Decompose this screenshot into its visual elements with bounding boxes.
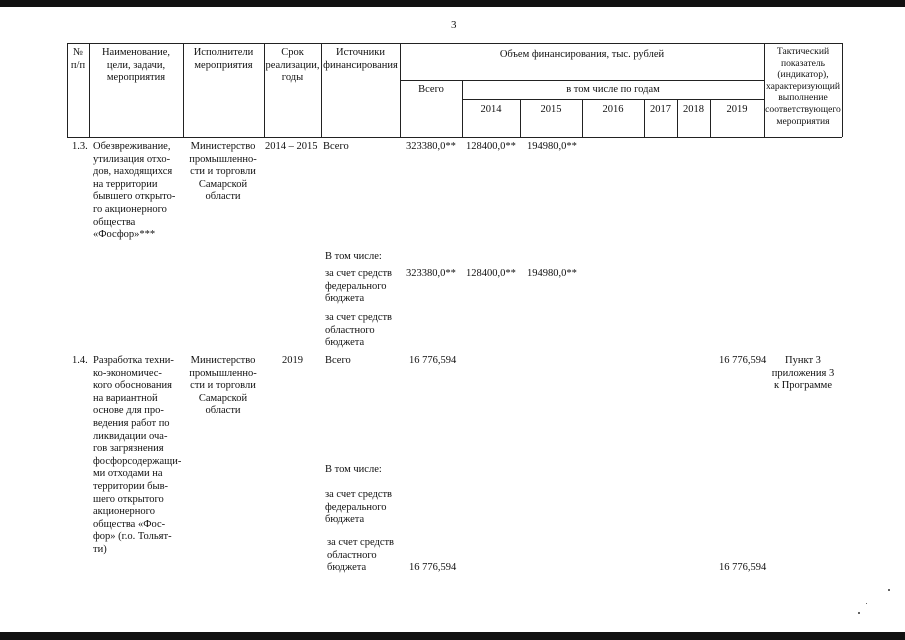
row-indicator: Пункт 3 приложения 3 к Программе	[771, 355, 835, 392]
scan-speck	[858, 612, 860, 614]
value-total: 16 776,594	[409, 562, 457, 573]
header-number: № п/п	[70, 47, 86, 71]
row-executor: Министерство промышленно- сти и торговли Самарской области	[189, 141, 257, 203]
bottom-scan-border	[0, 632, 905, 640]
value-total: 16 776,594	[409, 355, 457, 366]
value-2015: 194980,0**	[527, 141, 577, 152]
header-term: Срок реализации, годы	[265, 47, 320, 84]
page-number: 3	[451, 19, 457, 31]
header-year-2015: 2015	[540, 104, 562, 115]
header-year-2019: 2019	[726, 104, 748, 115]
header-indicator: Тактический показатель (индикатор), характеризующий выполнение соответствующего мероприятия	[765, 46, 841, 127]
row-term: 2019	[282, 355, 303, 366]
header-total: Всего	[418, 84, 444, 95]
value-2014: 128400,0**	[466, 268, 516, 279]
header-executors: Исполнители мероприятия	[193, 47, 254, 71]
value-total: 323380,0**	[406, 141, 456, 152]
header-sources: Источники финансирования	[323, 47, 398, 71]
source-total-label: Всего	[325, 355, 351, 366]
header-by-years: в том числе по годам	[566, 84, 660, 95]
row-name: Разработка техни- ко-экономичес- кого обоснования на вариантной основе для про- ведения работ по ликвидации оча- гов загрязнения фосфорсодержащи- ми отходами на территории быв- шего открытого акционерного общества «Фос- фор» (г.о. Тольят- ти)	[93, 355, 182, 555]
source-including-label: В том числе:	[325, 251, 382, 262]
row-number: 1.4.	[72, 355, 88, 366]
top-scan-border	[0, 0, 905, 7]
row-number: 1.3.	[72, 141, 88, 152]
value-2019: 16 776,594	[719, 562, 767, 573]
row-term: 2014 – 2015	[265, 141, 318, 152]
header-financing-volume: Объем финансирования, тыс. рублей	[499, 49, 665, 60]
header-year-2014: 2014	[480, 104, 502, 115]
source-regional-label: за счет средств областного бюджета	[327, 537, 395, 574]
source-total-label: Всего	[323, 141, 349, 152]
header-year-2016: 2016	[602, 104, 624, 115]
row-name: Обезвреживание, утилизация отхо- дов, находящихся на территории бывшего открыто- го акционерного общества «Фосфор»***	[93, 141, 176, 241]
source-including-label: В том числе:	[325, 464, 382, 475]
header-name: Наименование, цели, задачи, мероприятия	[101, 47, 171, 84]
value-2015: 194980,0**	[527, 268, 577, 279]
header-year-2017: 2017	[650, 104, 671, 115]
source-regional-label: за счет средств областного бюджета	[325, 312, 393, 349]
value-total: 323380,0**	[406, 268, 456, 279]
scan-speck	[866, 603, 867, 604]
header-year-2018: 2018	[683, 104, 704, 115]
value-2019: 16 776,594	[719, 355, 767, 366]
source-federal-label: за счет средств федерального бюджета	[325, 268, 393, 305]
source-federal-label: за счет средств федерального бюджета	[325, 489, 393, 526]
value-2014: 128400,0**	[466, 141, 516, 152]
scan-speck	[888, 589, 890, 591]
row-executor: Министерство промышленно- сти и торговли Самарской области	[189, 355, 257, 417]
